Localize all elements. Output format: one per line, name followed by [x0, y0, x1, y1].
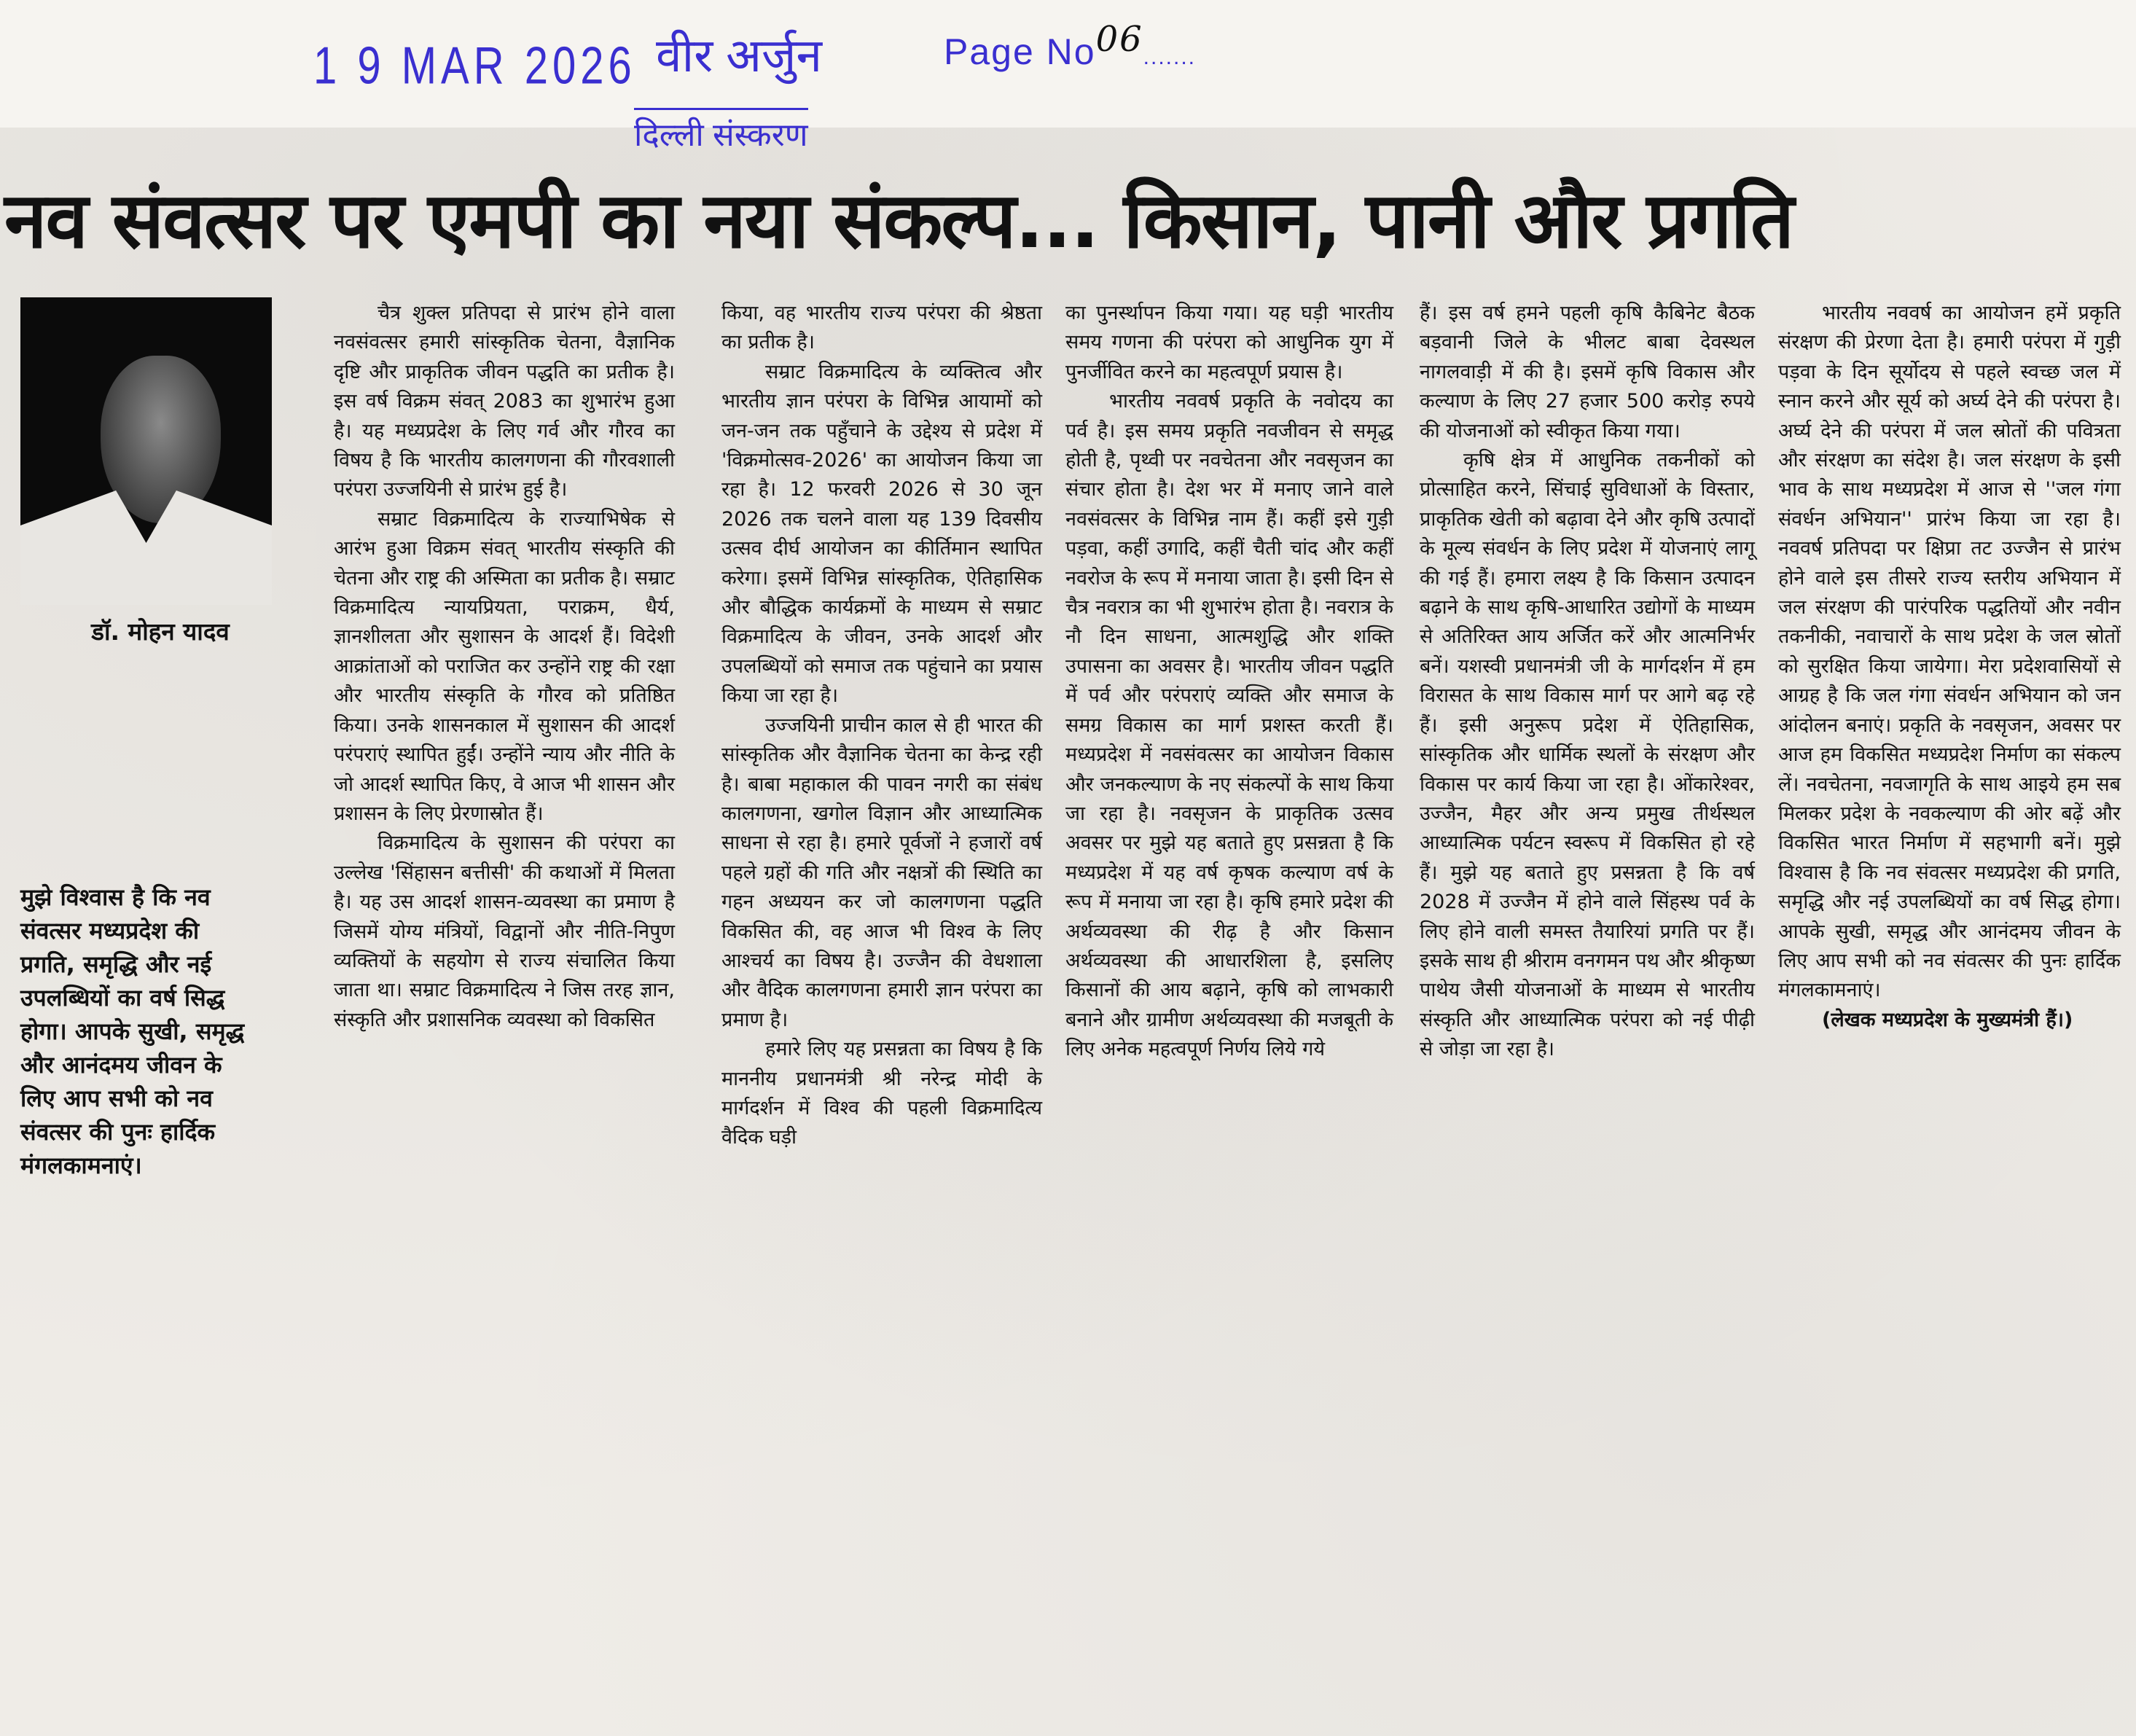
pull-quote: मुझे विश्वास है कि नव संवत्सर मध्यप्रदेश की प्रगति, समृद्धि और नई उपलब्धियों का वर्ष सिद्ध होगा। आपके सुखी, समृद्ध और आनंदमय जीवन के लिए आप सभी को नव संवत्सर की पुनः हार्दिक मंगलकामनाएं। — [20, 883, 245, 1179]
date-stamp: 1 9 MAR 2026 — [313, 36, 636, 95]
page-label: Page No — [944, 31, 1096, 72]
article-column-4 — [1420, 299, 1755, 1065]
paragraph: विक्रमादित्य के सुशासन की परंपरा का उल्लेख 'सिंहासन बत्तीसी' की कथाओं में मिलता है। यह उस आदर्श शासन-व्यवस्था का प्रमाण है जिसमें योग्य मंत्रियों, विद्वानों और नीति-निपुण व्यक्तियों के सहयोग से राज्य संचालित किया जाता था। सम्राट विक्रमादित्य ने जिस तरह ज्ञान, संस्कृति और प्रशासनिक व्यवस्था को विकसित — [334, 832, 675, 1031]
paragraph: का पुनर्स्थापन किया गया। यह घड़ी भारतीय समय गणना की परंपरा को आधुनिक युग में पुनर्जीवित करने का महत्वपूर्ण प्रयास है। — [1065, 302, 1393, 383]
paragraph: भारतीय नववर्ष का आयोजन हमें प्रकृति संरक्षण की प्रेरणा देता है। हमारी परंपरा में गुड़ी पड़वा के दिन सूर्योदय से पहले स्वच्छ जल में स्नान करने और सूर्य को अर्घ्य देने की परंपरा है। अर्घ्य देने की परंपरा में जल स्रोतों की पवित्रता और संरक्षण का संदेश है। जल संरक्षण के इसी भाव के साथ मध्यप्रदेश में आज से ''जल गंगा संवर्धन अभियान'' प्रारंभ किया जा रहा है। नववर्ष प्रतिपदा पर क्षिप्रा तट उज्जैन से प्रारंभ होने वाले इस तीसरे राज्य स्तरीय अभियान में जल संरक्षण की पारंपरिक पद्धतियों और नवीन तकनीकी, नवाचारों के साथ प्रदेश के जल स्रोतों को सुरक्षित किया जायेगा। मेरा प्रदेशवासियों से आग्रह है कि जल गंगा संवर्धन अभियान को जन आंदोलन बनाएं। प्रकृति के नवसृजन, अवसर पर आज हम विकसित मध्यप्रदेश निर्माण का संकल्प लें। नवचेतना, नवजागृति के साथ आइये हम सब मिलकर प्रदेश के नवकल्याण की ओर बढ़ें और विकसित भारत निर्माण में सहभागी बनें। मुझे विश्वास है कि नव संवत्सर मध्यप्रदेश की प्रगति, समृद्धि और नई उपलब्धियों का वर्ष सिद्ध होगा। आपके सुखी, समृद्ध और आनंदमय जीवन के लिए आप सभी को नव संवत्सर की पुनः हार्दिक मंगलकामनाएं। — [1778, 302, 2121, 1002]
page-number-stamp — [944, 19, 1197, 73]
paragraph: सम्राट विक्रमादित्य के व्यक्तित्व और भारतीय ज्ञान परंपरा के विभिन्न आयामों को जन-जन तक पहुँचाने के उद्देश्य से प्रदेश में 'विक्रमोत्सव-2026' का आयोजन किया जा रहा है। 12 फरवरी 2026 से 30 जून 2026 तक चलने वाला यह 139 दिवसीय उत्सव दीर्घ आयोजन का कीर्तिमान स्थापित करेगा। इसमें विभिन्न सांस्कृतिक, ऐतिहासिक और बौद्धिक कार्यक्रमों के माध्यम से सम्राट विक्रमादित्य के जीवन, उनके आदर्श और उपलब्धियों को समाज तक पहुंचाने का प्रयास किया जा रहा है। — [721, 360, 1042, 708]
author-photo — [20, 297, 272, 605]
paragraph: उज्जयिनी प्राचीन काल से ही भारत की सांस्कृतिक और वैज्ञानिक चेतना का केन्द्र रही है। बाबा महाकाल की पावन नगरी का संबंध कालगणना, खगोल विज्ञान और आध्यात्मिक साधना से रहा है। हमारे पूर्वजों ने हजारों वर्ष पहले ग्रहों की गति और नक्षत्रों की स्थिति का गहन अध्ययन कर जो कालगणना पद्धति विकसित की, वह आज भी विश्व के लिए आश्चर्य का विषय है। उज्जैन की वेधशाला और वैदिक कालगणना हमारी ज्ञान परंपरा का प्रमाण है। — [721, 713, 1042, 1031]
article-headline: नव संवत्सर पर एमपी का नया संकल्प... किसान, पानी और प्रगति — [4, 176, 1793, 265]
paragraph: हमारे लिए यह प्रसन्नता का विषय है कि माननीय प्रधानमंत्री श्री नरेन्द्र मोदी के मार्गदर्शन में विश्व की पहली विक्रमादित्य वैदिक घड़ी — [721, 1038, 1042, 1149]
newspaper-name-stamp: वीर अर्जुन — [656, 29, 823, 82]
article-column-2 — [721, 299, 1042, 1153]
author-caption: डॉ. मोहन यादव — [91, 617, 230, 646]
paragraph: सम्राट विक्रमादित्य के राज्याभिषेक से आरंभ हुआ विक्रम संवत् भारतीय संस्कृति की चेतना और राष्ट्र की अस्मिता का प्रतीक है। सम्राट विक्रमादित्य न्यायप्रियता, पराक्रम, धैर्य, ज्ञानशीलता और सुशासन के आदर्श हैं। विदेशी आक्रांताओं को पराजित कर उन्होंने राष्ट्र की रक्षा और भारतीय संस्कृति के गौरव को प्रतिष्ठित किया। उनके शासनकाल में सुशासन की आदर्श परंपराएं स्थापित हुईं। उन्होंने न्याय और नीति के जो आदर्श स्थापित किए, वे आज भी शासन और प्रशासन के लिए प्रेरणास्रोत हैं। — [334, 507, 675, 825]
author-byline: (लेखक मध्यप्रदेश के मुख्यमंत्री हैं।) — [1822, 1008, 2073, 1031]
paragraph: भारतीय नववर्ष प्रकृति के नवोदय का पर्व है। इस समय प्रकृति नवजीवन से समृद्ध होती है, पृथ्वी पर नवचेतना और नवसृजन का संचार होता है। देश भर में मनाए जाने वाले नवसंवत्सर के विभिन्न नाम हैं। कहीं इसे गुड़ी पड़वा, कहीं उगादि, कहीं चैती चांद और कहीं नवरोज के रूप में मनाया जाता है। इसी दिन से चैत्र नवरात्र का भी शुभारंभ होता है। नवरात्र के नौ दिन साधना, आत्मशुद्धि और शक्ति उपासना का अवसर है। भारतीय जीवन पद्धति में पर्व और परंपराएं व्यक्ति और समाज के समग्र विकास का मार्ग प्रशस्त करती हैं। मध्यप्रदेश में नवसंवत्सर का आयोजन विकास और जनकल्याण के नए संकल्पों के साथ किया जा रहा है। नवसृजन के प्राकृतिक उत्सव अवसर पर मुझे यह बताते हुए प्रसन्नता है कि मध्यप्रदेश में यह वर्ष कृषक कल्याण वर्ष के रूप में मनाया जा रहा है। कृषि हमारे प्रदेश की अर्थव्यवस्था की रीढ़ है और किसान अर्थव्यवस्था की आधारशिला है, इसलिए किसानों की आय बढ़ाने, कृषि को लाभकारी बनाने और ग्रामीण अर्थव्यवस्था की मजबूती के लिए अनेक महत्वपूर्ण निर्णय लिये गये — [1065, 390, 1393, 1061]
page-dots: ....... — [1143, 45, 1197, 69]
paragraph: चैत्र शुक्ल प्रतिपदा से प्रारंभ होने वाला नवसंवत्सर हमारी सांस्कृतिक चेतना, वैज्ञानिक दृष्टि और प्राकृतिक जीवन पद्धति का प्रतीक है। इस वर्ष विक्रम संवत् 2083 का शुभारंभ हुआ है। यह मध्यप्रदेश के लिए गर्व और गौरव का विषय है कि भारतीय कालगणना की गौरवशाली परंपरा उज्जयिनी से प्रारंभ हुई है। — [334, 302, 675, 501]
page-number-handwritten: 06 — [1095, 19, 1143, 60]
article-column-1 — [334, 299, 675, 1035]
paragraph: हैं। इस वर्ष हमने पहली कृषि कैबिनेट बैठक बड़वानी जिले के भीलट बाबा देवस्थल नागलवाड़ी में की है। इसमें कृषि विकास और कल्याण के लिए 27 हजार 500 करोड़ रुपये की योजनाओं को स्वीकृत किया गया। — [1420, 302, 1755, 442]
edition-stamp: दिल्ली संस्करण — [634, 108, 808, 155]
paragraph: कृषि क्षेत्र में आधुनिक तकनीकों को प्रोत्साहित करने, सिंचाई सुविधाओं के विस्तार, प्राकृतिक खेती को बढ़ावा देने और कृषि उत्पादों के मूल्य संवर्धन के लिए प्रदेश में योजनाएं लागू की गई हैं। हमारा लक्ष्य है कि किसान उत्पादन बढ़ाने के साथ कृषि-आधारित उद्योगों के माध्यम से अतिरिक्त आय अर्जित करें और आत्मनिर्भर बनें। यशस्वी प्रधानमंत्री जी के मार्गदर्शन में हम विरासत के साथ विकास मार्ग पर आगे बढ़ रहे हैं। इसी अनुरूप प्रदेश में ऐतिहासिक, सांस्कृतिक और धार्मिक स्थलों के संरक्षण और विकास पर कार्य किया जा रहा है। ओंकारेश्वर, उज्जैन, मैहर और अन्य प्रमुख तीर्थस्थल आध्यात्मिक पर्यटन स्वरूप में विकसित हो रहे हैं। मुझे यह बताते हुए प्रसन्नता है कि वर्ष 2028 में उज्जैन में होने वाले सिंहस्थ पर्व के लिए होने वाली समस्त तैयारियां प्रगति पर हैं। इसके साथ ही श्रीराम वनगमन पथ और श्रीकृष्ण पाथेय जैसी योजनाओं के माध्यम से भारतीय संस्कृति और आध्यात्मिक परंपरा को नई पीढ़ी से जोड़ा जा रहा है। — [1420, 449, 1755, 1061]
article-column-3 — [1065, 299, 1393, 1065]
article-column-5 — [1778, 299, 2121, 1035]
paragraph: किया, वह भारतीय राज्य परंपरा की श्रेष्ठता का प्रतीक है। — [721, 302, 1042, 354]
